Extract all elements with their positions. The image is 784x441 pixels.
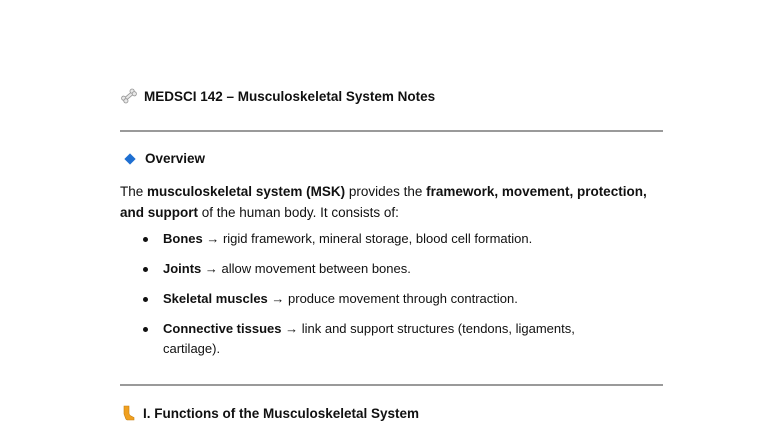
list-item-term: Joints bbox=[163, 261, 202, 276]
divider bbox=[120, 384, 663, 386]
list-item bbox=[140, 319, 620, 359]
divider bbox=[120, 130, 663, 132]
intro-text: provides the bbox=[345, 184, 427, 199]
intro-text: The bbox=[120, 184, 148, 199]
leg-icon bbox=[121, 405, 135, 421]
blue-diamond-icon bbox=[124, 153, 135, 164]
list-item-desc: → link and support structures (tendons, ligaments, cartilage). bbox=[163, 321, 575, 356]
overview-paragraph bbox=[120, 181, 665, 223]
functions-heading-text: I. Functions of the Musculoskeletal System bbox=[143, 405, 420, 421]
list-item bbox=[140, 259, 620, 279]
list-item-desc: → produce movement through contraction. bbox=[267, 291, 518, 306]
document-title bbox=[120, 88, 680, 104]
list-item-desc: → allow movement between bones. bbox=[201, 261, 411, 276]
bone-icon bbox=[120, 88, 138, 104]
list-item bbox=[140, 229, 620, 249]
functions-heading bbox=[121, 405, 661, 421]
list-item-term: Skeletal muscles bbox=[163, 291, 268, 306]
list-item bbox=[140, 289, 620, 309]
overview-heading bbox=[124, 151, 664, 166]
intro-bold-term: framework, movement, protection, and support bbox=[120, 184, 647, 220]
intro-bold-term: musculoskeletal system (MSK) bbox=[147, 184, 346, 199]
document-title-text: MEDSCI 142 – Musculoskeletal System Notes bbox=[144, 88, 436, 104]
overview-heading-text: Overview bbox=[145, 151, 206, 166]
intro-text: of the human body. It consists of: bbox=[198, 205, 399, 220]
list-item-desc: → rigid framework, mineral storage, blood cell formation. bbox=[202, 231, 533, 246]
list-item-term: Bones bbox=[163, 231, 203, 246]
component-list bbox=[140, 229, 620, 369]
list-item-term: Connective tissues bbox=[163, 321, 282, 336]
